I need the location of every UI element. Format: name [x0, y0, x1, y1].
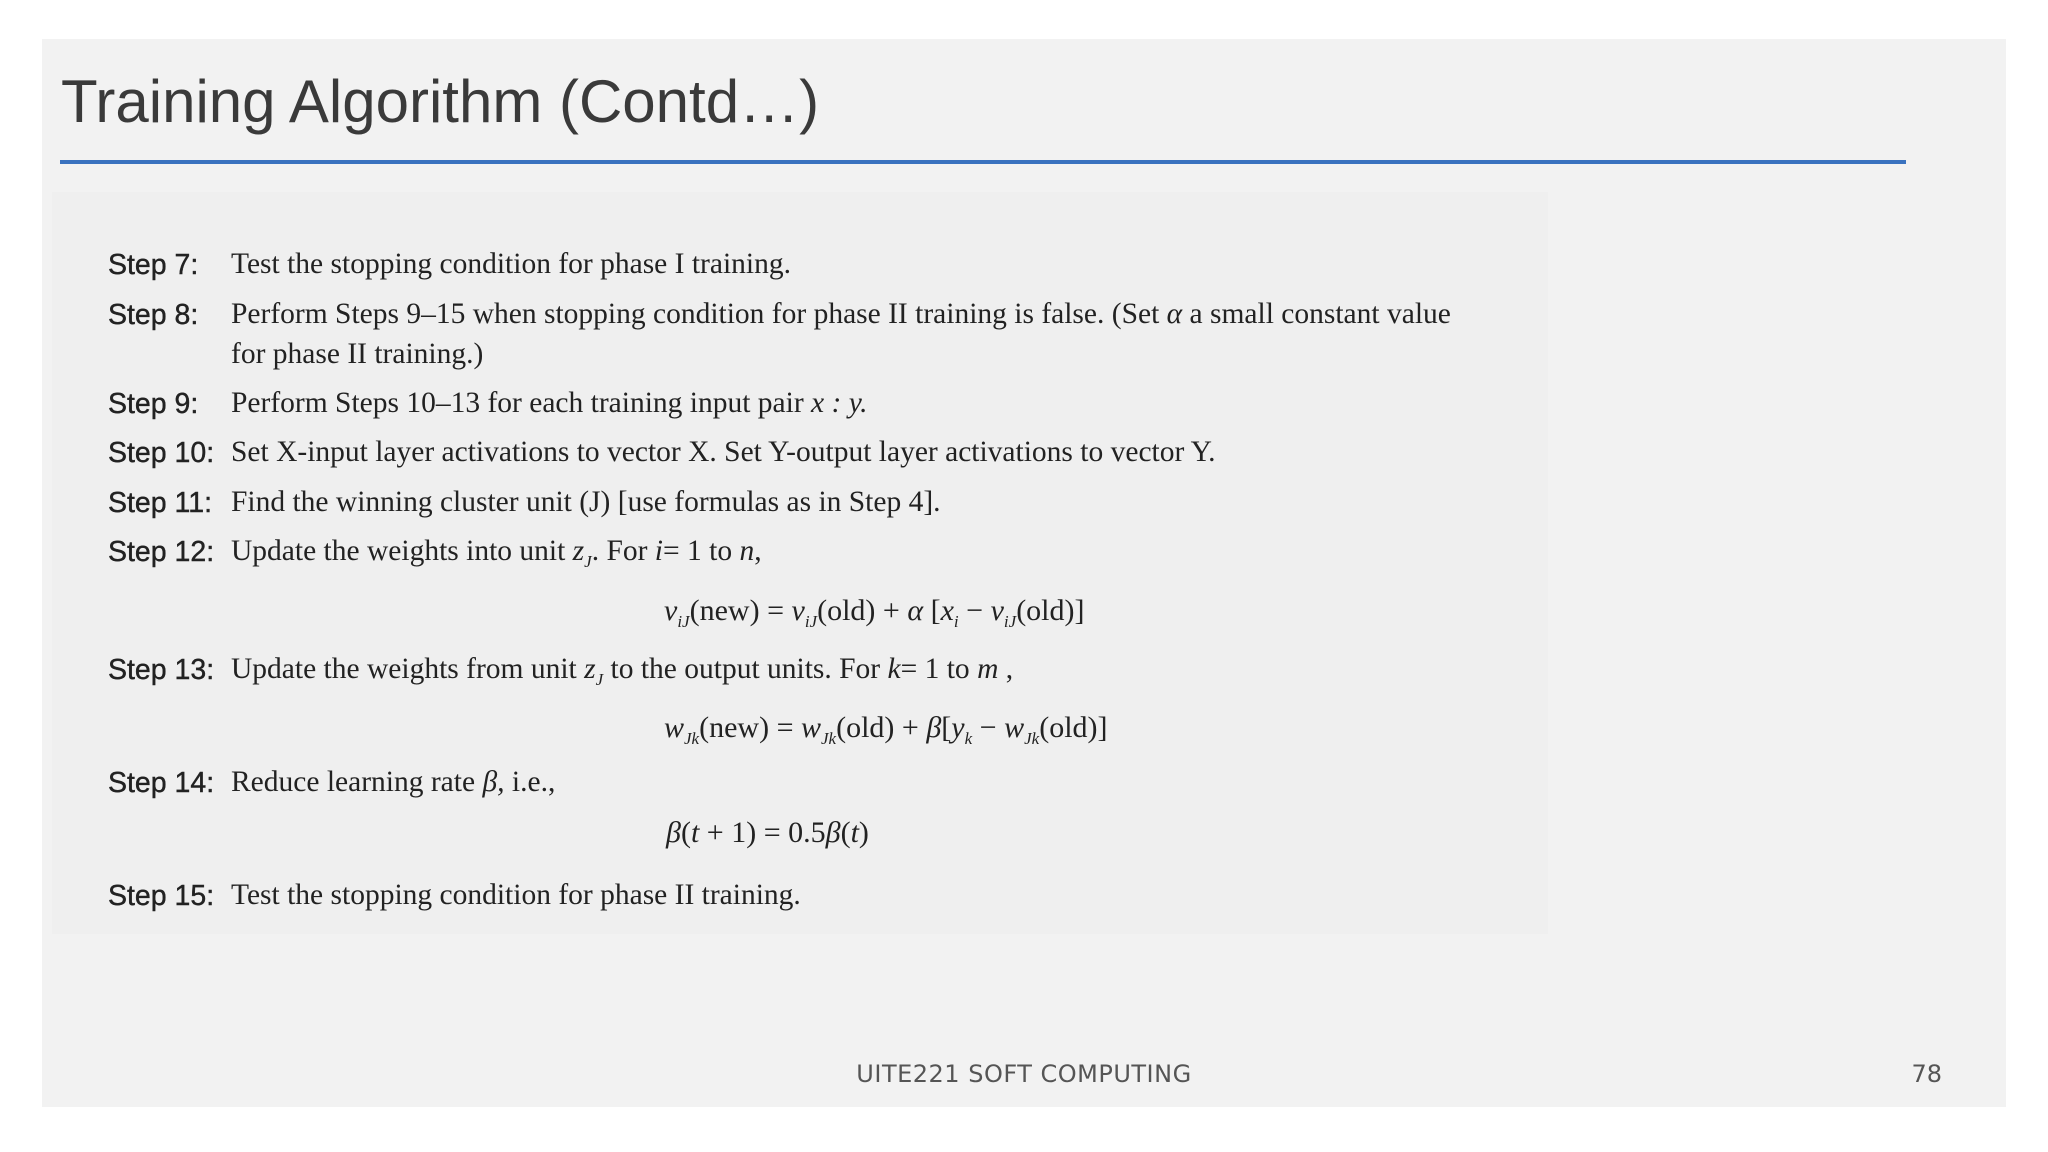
math-text: (old) +: [836, 711, 927, 744]
step-label: Step 14:: [108, 767, 215, 799]
math-subscript: iJ: [804, 612, 818, 631]
step-text-part: Perform Steps 9–15 when stopping condition for phase II training is false. (Set: [231, 298, 1160, 330]
step-text-part: . For: [591, 535, 648, 567]
math-var: y: [951, 711, 965, 744]
step-text: [231, 535, 762, 571]
math-var: w: [664, 711, 685, 744]
math-text: (old) +: [817, 594, 908, 627]
step-text-part: Update the weights into unit: [231, 535, 566, 567]
math-var: w: [1004, 711, 1025, 744]
math-text: + 1) = 0.5: [699, 816, 826, 849]
step-label: Step 8:: [108, 299, 199, 331]
page-number: 78: [1911, 1060, 1942, 1088]
title-underline: [60, 160, 1906, 164]
math-subscript: J: [584, 552, 592, 571]
step-text-part: Perform Steps 10–13 for each training input pair: [231, 387, 804, 419]
math-text: (new) =: [699, 711, 801, 744]
math-var: β: [666, 816, 681, 849]
step-text-part: ,: [998, 653, 1014, 685]
math-var: t: [850, 816, 859, 849]
math-subscript: Jk: [821, 729, 837, 748]
step-text: [231, 389, 868, 419]
math-var: β: [825, 816, 841, 849]
math-var: i: [654, 535, 663, 567]
math-text: (: [840, 816, 851, 849]
math-expression: x : y.: [811, 387, 868, 419]
step-text-part: Update the weights from unit: [231, 653, 577, 685]
step-label: Step 13:: [108, 654, 215, 686]
formula-step-14: [666, 818, 869, 848]
formula-step-12: [664, 594, 1085, 631]
math-text: [: [941, 711, 952, 744]
math-text: (new) =: [689, 594, 792, 627]
step-label: Step 10:: [108, 437, 215, 469]
step-text: Test the stopping condition for phase I training.: [231, 248, 791, 280]
step-text-part: i.e.,: [504, 766, 556, 798]
step-label: Step 9:: [108, 388, 199, 420]
step-label: Step 12:: [108, 536, 215, 568]
formula-step-13: [664, 711, 1108, 748]
math-var: z: [584, 653, 596, 685]
footer-course-title: UITE221 SOFT COMPUTING: [856, 1060, 1192, 1088]
math-text: (old)]: [1016, 594, 1085, 627]
math-subscript: Jk: [684, 729, 700, 748]
math-var: t: [690, 816, 700, 849]
step-text: [231, 300, 1451, 330]
math-var: v: [791, 594, 805, 627]
math-subscript: k: [964, 729, 973, 748]
step-label: Step 15:: [108, 880, 215, 912]
step-text-part: ,: [754, 535, 762, 567]
math-text: −: [972, 711, 1005, 744]
math-text: (: [680, 816, 691, 849]
step-text-part: a small constant value: [1189, 298, 1451, 330]
math-text: [: [923, 594, 941, 627]
step-text: Test the stopping condition for phase II training.: [231, 879, 801, 911]
math-var: x: [940, 594, 954, 627]
math-var: n: [739, 535, 755, 567]
step-label: Step 7:: [108, 249, 199, 281]
step-text-part: to the output units. For: [603, 653, 881, 685]
math-subscript: iJ: [1003, 612, 1017, 631]
step-8-continuation: for phase II training.): [231, 338, 484, 370]
math-subscript: iJ: [677, 612, 690, 631]
step-label: Step 11:: [108, 487, 213, 519]
math-var: v: [664, 594, 678, 627]
step-text: Find the winning cluster unit (J) [use formulas as in Step 4].: [231, 486, 941, 518]
math-text: −: [958, 594, 991, 627]
math-var: β: [926, 711, 942, 744]
step-text: Set X-input layer activations to vector X. Set Y-output layer activations to vector Y.: [231, 436, 1216, 468]
math-subscript: J: [595, 670, 604, 689]
math-subscript: i: [953, 612, 959, 631]
math-var: w: [801, 711, 822, 744]
math-var: α: [907, 594, 924, 627]
math-var: k: [887, 653, 901, 685]
step-text-part: Reduce learning rate: [231, 766, 476, 798]
step-text: [231, 768, 555, 798]
math-subscript: Jk: [1024, 729, 1040, 748]
math-var: v: [990, 594, 1004, 627]
step-text-part: = 1 to: [663, 535, 733, 567]
math-text: (old)]: [1039, 711, 1108, 744]
alpha-symbol: α: [1166, 298, 1183, 330]
slide-title: Training Algorithm (Contd…): [61, 68, 820, 135]
math-var: z: [572, 535, 585, 567]
step-text-part: = 1 to: [900, 653, 970, 685]
math-var: m: [977, 653, 999, 685]
step-text: [231, 653, 1014, 689]
math-var: β,: [482, 766, 505, 798]
math-text: ): [858, 816, 869, 849]
